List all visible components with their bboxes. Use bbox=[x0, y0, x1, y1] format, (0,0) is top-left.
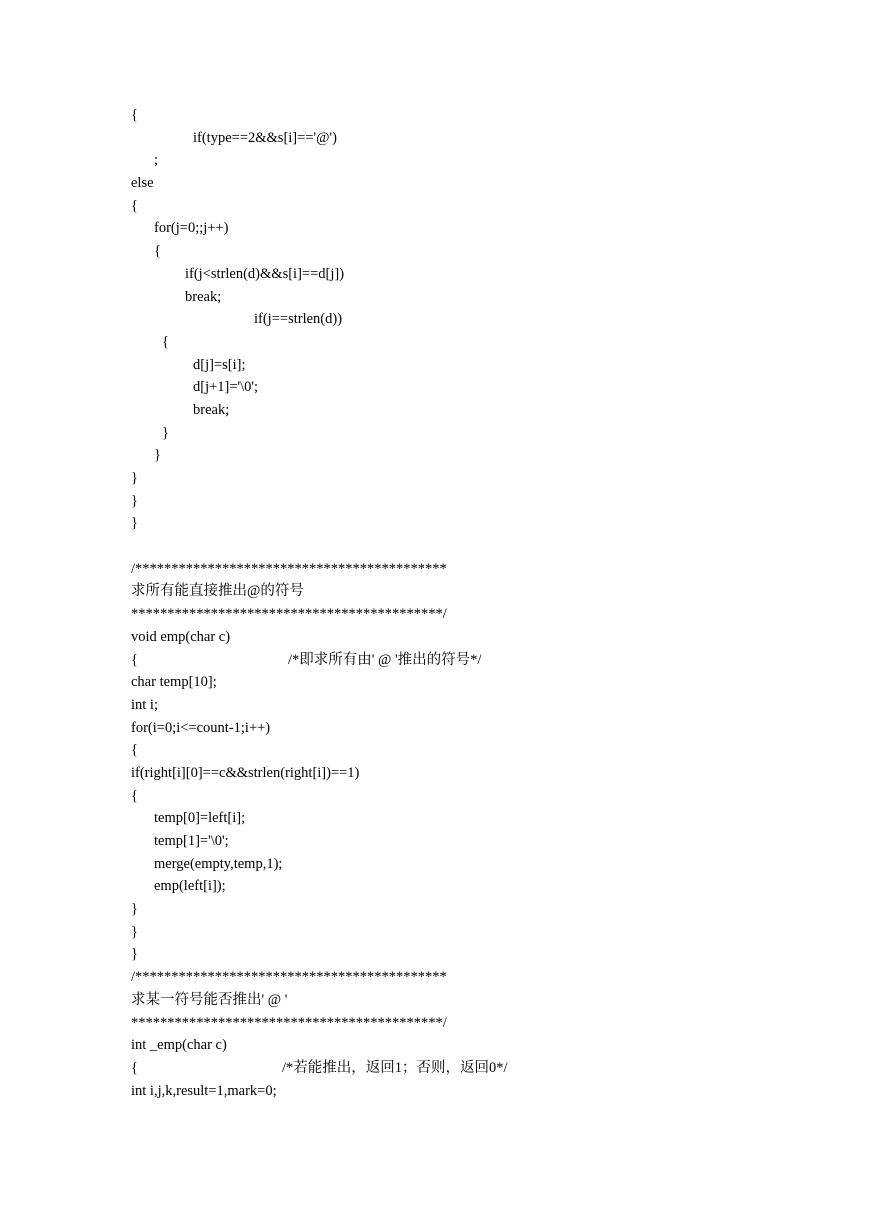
code-line: } bbox=[131, 492, 138, 509]
code-line: { bbox=[131, 197, 138, 214]
code-line: merge(empty,temp,1); bbox=[154, 855, 283, 872]
comment-heading: 求某一符号能否推出' @ ' bbox=[131, 991, 288, 1008]
code-line: { bbox=[131, 742, 138, 759]
comment-heading: 求所有能直接推出@的符号 bbox=[131, 583, 304, 600]
code-line: } bbox=[131, 923, 138, 940]
code-line: } bbox=[131, 470, 138, 486]
function-signature: void emp(char c) bbox=[131, 628, 231, 645]
code-line: break; bbox=[185, 288, 222, 305]
brace: { bbox=[131, 651, 138, 668]
code-line: else bbox=[131, 175, 154, 192]
code-line: } bbox=[162, 424, 169, 441]
code-line: { bbox=[162, 333, 169, 350]
comment-border: /******************************************* bbox=[131, 560, 447, 577]
code-line: for(i=0;i<=count-1;i++) bbox=[131, 719, 271, 736]
code-line: { bbox=[131, 787, 138, 804]
code-line: emp(left[i]); bbox=[154, 878, 226, 895]
code-line: if(j==strlen(d)) bbox=[254, 311, 343, 328]
code-listing bbox=[131, 104, 831, 1102]
code-line: } bbox=[131, 946, 138, 963]
code-line: } bbox=[131, 515, 138, 532]
code-line: if(j<strlen(d)&&s[i]==d[j]) bbox=[185, 265, 345, 282]
code-line: if(right[i][0]==c&&strlen(right[i])==1) bbox=[131, 764, 360, 781]
code-line: ; bbox=[154, 152, 159, 169]
code-line: char temp[10]; bbox=[131, 674, 217, 691]
code-line: } bbox=[154, 447, 161, 464]
code-line: temp[0]=left[i]; bbox=[154, 810, 246, 827]
code-line: { bbox=[154, 243, 161, 260]
code-line: d[j+1]='\0'; bbox=[193, 379, 259, 396]
inline-comment: /*若能推出，返回1；否则，返回0*/ bbox=[281, 1059, 508, 1076]
code-line: int i; bbox=[131, 696, 158, 713]
code-line: int i,j,k,result=1,mark=0; bbox=[131, 1082, 277, 1099]
code-line: d[j]=s[i]; bbox=[193, 356, 246, 373]
code-line: break; bbox=[193, 401, 230, 418]
comment-border: /******************************************* bbox=[131, 969, 447, 986]
blank-line bbox=[131, 535, 831, 558]
comment-border: *******************************************/ bbox=[131, 606, 447, 623]
code-line: { bbox=[131, 107, 138, 123]
code-line: temp[1]='\0'; bbox=[154, 833, 229, 849]
code-line bbox=[131, 649, 831, 672]
code-line: } bbox=[131, 901, 138, 918]
brace: { bbox=[131, 1059, 138, 1076]
code-line: if(type==2&&s[i]=='@') bbox=[193, 129, 337, 146]
comment-border: *******************************************/ bbox=[131, 1014, 447, 1031]
function-signature: int _emp(char c) bbox=[131, 1037, 227, 1054]
code-line: for(j=0;;j++) bbox=[154, 220, 229, 237]
inline-comment: /*即求所有由' @ '推出的符号*/ bbox=[287, 651, 482, 668]
code-line bbox=[131, 1057, 831, 1080]
